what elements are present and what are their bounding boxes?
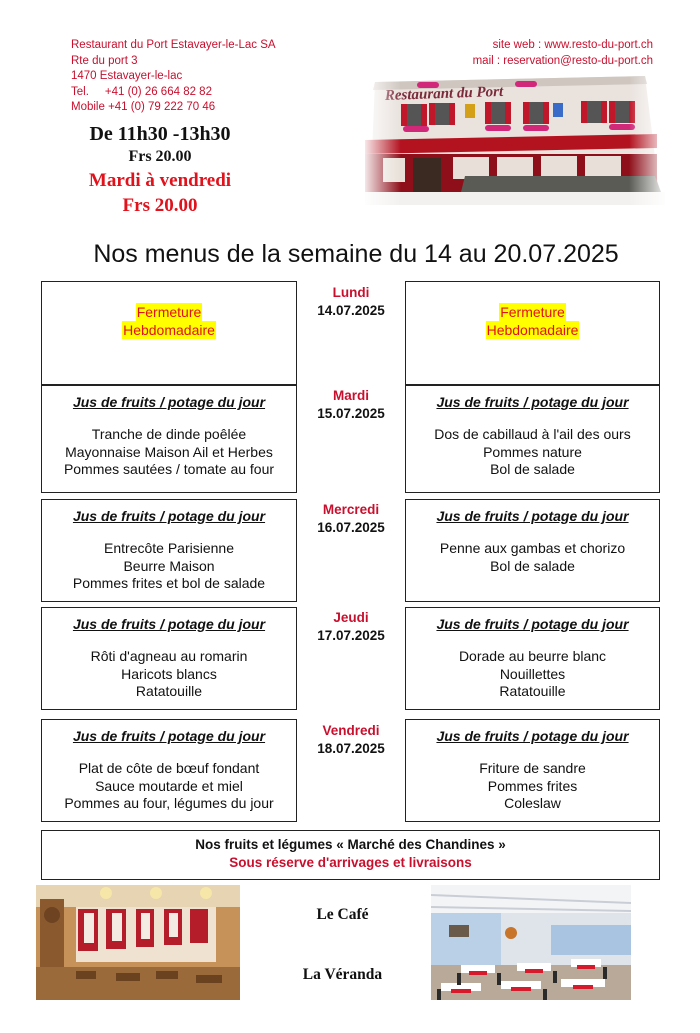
menu-dishes <box>42 760 296 813</box>
dish: Pommes au four, légumes du jour <box>64 795 274 811</box>
dish: Bol de salade <box>490 557 575 574</box>
menu-starter: Jus de fruits / potage du jour <box>436 508 629 524</box>
menu-starter: Jus de fruits / potage du jour <box>436 616 629 632</box>
dish: Dorade au beurre blanc <box>458 648 607 664</box>
day-name: Vendredi <box>322 723 380 738</box>
day-date: 14.07.2025 <box>317 302 385 318</box>
menu-starter: Jus de fruits / potage du jour <box>72 616 266 632</box>
menu-starter: Jus de fruits / potage du jour <box>72 394 266 410</box>
dish: Tranche de dinde poêlée <box>91 426 247 442</box>
menu-box-tuesday-right <box>405 385 660 493</box>
restaurant-building-photo <box>365 70 665 205</box>
day-tuesday <box>297 387 405 422</box>
restaurant-address <box>71 38 276 116</box>
dish: Plat de côte de bœuf fondant <box>78 760 260 776</box>
address-line: Rte du port 3 <box>71 54 138 67</box>
hours-price: Frs 20.00 <box>128 148 192 165</box>
menu-box-friday-left <box>41 719 297 822</box>
menu-dishes <box>406 426 659 479</box>
day-name: Lundi <box>332 285 370 300</box>
menu-box-thursday-right <box>405 607 660 710</box>
menu-box-wednesday-right <box>405 499 660 602</box>
dish: Coleslaw <box>504 795 561 811</box>
email-link[interactable]: mail : reservation@resto-du-port.ch <box>472 54 653 67</box>
hours-time: De 11h30 -13h30 <box>89 123 231 145</box>
day-monday <box>297 284 405 319</box>
day-wednesday <box>297 501 405 536</box>
dish: Nouillettes <box>499 665 566 682</box>
day-date: 18.07.2025 <box>317 740 385 756</box>
day-name: Mercredi <box>322 502 380 517</box>
dish: Sauce moutarde et miel <box>95 777 243 794</box>
menu-starter: Jus de fruits / potage du jour <box>436 394 629 410</box>
day-date: 16.07.2025 <box>317 519 385 535</box>
menu-box-friday-right <box>405 719 660 822</box>
day-friday <box>297 722 405 757</box>
opening-hours <box>60 122 260 218</box>
day-name: Mardi <box>332 388 369 403</box>
dish: Ratatouille <box>135 683 203 699</box>
menu-box-wednesday-left <box>41 499 297 602</box>
hours-days-price: Frs 20.00 <box>122 195 198 216</box>
supply-notice: Sous réserve d'arrivages et livraisons <box>229 855 472 870</box>
day-name: Jeudi <box>333 610 369 625</box>
menu-dishes <box>42 648 296 701</box>
phone-line: Tel. +41 (0) 26 664 82 82 <box>71 85 212 98</box>
day-date: 17.07.2025 <box>317 627 385 643</box>
menu-dishes <box>406 540 659 575</box>
menu-starter: Jus de fruits / potage du jour <box>72 508 266 524</box>
week-title: Nos menus de la semaine du 14 au 20.07.2025 <box>93 240 619 268</box>
dish: Dos de cabillaud à l'ail des ours <box>434 426 631 442</box>
day-date: 15.07.2025 <box>317 405 385 421</box>
address-line: 1470 Estavayer-le-lac <box>71 70 183 82</box>
dish: Penne aux gambas et chorizo <box>439 540 626 556</box>
dish: Rôti d'agneau au romarin <box>90 648 248 664</box>
market-line: Nos fruits et légumes « Marché des Chandines » <box>195 837 506 852</box>
contact-info <box>473 38 653 69</box>
dish: Pommes nature <box>483 443 582 460</box>
menu-dishes <box>42 426 296 479</box>
closed-notice: Fermeture Hebdomadaire <box>486 304 579 338</box>
cafe-photo <box>36 885 240 1000</box>
hours-days: Mardi à vendredi <box>88 170 232 191</box>
menu-box-monday-left <box>41 281 297 385</box>
dish: Ratatouille <box>499 683 566 699</box>
day-thursday <box>297 609 405 644</box>
market-notice <box>41 830 660 880</box>
menu-starter: Jus de fruits / potage du jour <box>72 728 266 744</box>
menu-box-tuesday-left <box>41 385 297 493</box>
closed-notice: Fermeture Hebdomadaire <box>123 304 215 338</box>
menu-dishes <box>406 648 659 701</box>
dish: Pommes frites <box>487 777 578 794</box>
dish: Entrecôte Parisienne <box>104 540 234 556</box>
veranda-photo <box>431 885 631 1000</box>
mobile-line: Mobile +41 (0) 79 222 70 46 <box>71 101 216 113</box>
dish: Pommes frites et bol de salade <box>72 575 266 591</box>
dish: Friture de sandre <box>479 760 586 776</box>
website-link[interactable]: site web : www.resto-du-port.ch <box>492 39 653 51</box>
veranda-label: La Véranda <box>302 966 383 983</box>
menu-starter: Jus de fruits / potage du jour <box>436 728 629 744</box>
cafe-label: Le Café <box>316 906 369 923</box>
address-line: Restaurant du Port Estavayer-le-Lac SA <box>71 39 276 51</box>
dish: Beurre Maison <box>123 557 215 574</box>
dish: Bol de salade <box>490 461 575 477</box>
menu-dishes <box>42 540 296 593</box>
dish: Haricots blancs <box>121 665 217 682</box>
menu-box-monday-right <box>405 281 660 385</box>
menu-box-thursday-left <box>41 607 297 710</box>
dish: Mayonnaise Maison Ail et Herbes <box>65 443 273 460</box>
menu-dishes <box>406 760 659 813</box>
dish: Pommes sautées / tomate au four <box>63 461 275 477</box>
